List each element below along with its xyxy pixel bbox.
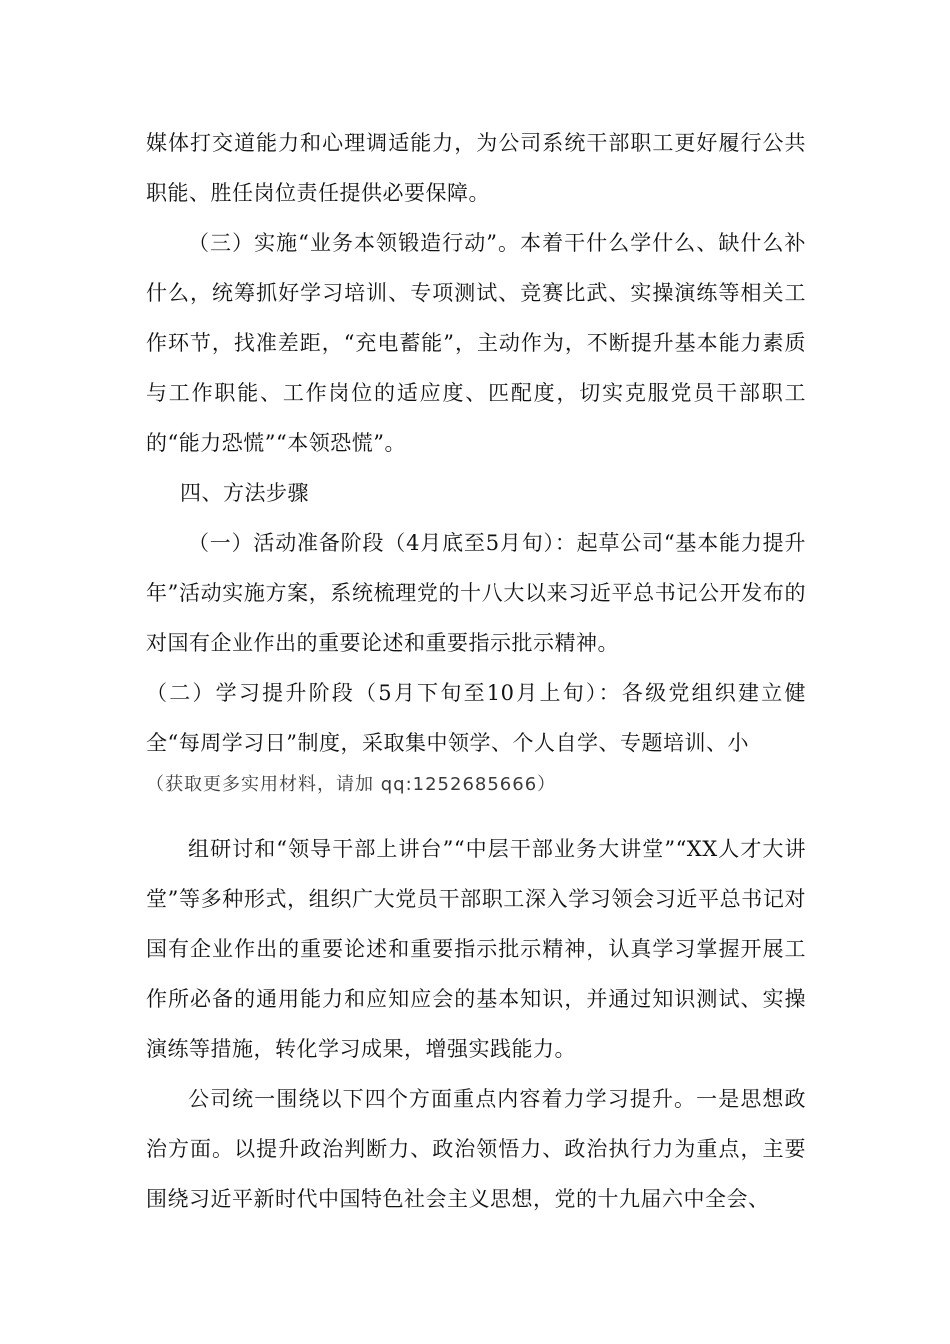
paragraph-stage-two: （二）学习提升阶段（5月下旬至10月上旬）：各级党组织建立健全“每周学习日”制度，采取集中领学、个人自学、专题培训、小 xyxy=(146,681,806,755)
paragraph-stage-one: （一）活动准备阶段（4月底至5月旬）：起草公司“基本能力提升年”活动实施方案，系统梳理党的十八大以来习近平总书记公开发布的对国有企业作出的重要论述和重要指示批示精神。 xyxy=(146,531,806,655)
document-body xyxy=(146,118,806,1224)
paragraph-study-content: 公司统一围绕以下四个方面重点内容着力学习提升。一是思想政治方面。以提升政治判断力、政治领悟力、政治执行力为重点，主要围绕习近平新时代中国特色社会主义思想，党的十九届六中全会、 xyxy=(146,1087,806,1211)
paragraph-stage-two-continued: 组研讨和“领导干部上讲台”“中层干部业务大讲堂”“XX人才大讲堂”等多种形式，组织广大党员干部职工深入学习领会习近平总书记对国有企业作出的重要论述和重要指示批示精神，认真学习掌握开展工作所必备的通用能力和应知应会的基本知识，并通过知识测试、实操演练等措施，转化学习成果，增强实践能力。 xyxy=(146,837,806,1061)
paragraph-section-three: （三）实施“业务本领锻造行动”。本着干什么学什么、缺什么补什么，统筹抓好学习培训、专项测试、竞赛比武、实操演练等相关工作环节，找准差距，“充电蓄能”，主动作为，不断提升基本能力素质与工作职能、工作岗位的适应度、匹配度，切实克服党员干部职工的“能力恐慌”“本领恐慌”。 xyxy=(146,231,806,455)
section-heading-methods: 四、方法步骤 xyxy=(180,481,309,505)
ad-notice: （获取更多实用材料，请加 qq:1252685666） xyxy=(146,774,557,795)
paragraph-continuation: 媒体打交道能力和心理调适能力，为公司系统干部职工更好履行公共职能、胜任岗位责任提供必要保障。 xyxy=(146,131,806,205)
